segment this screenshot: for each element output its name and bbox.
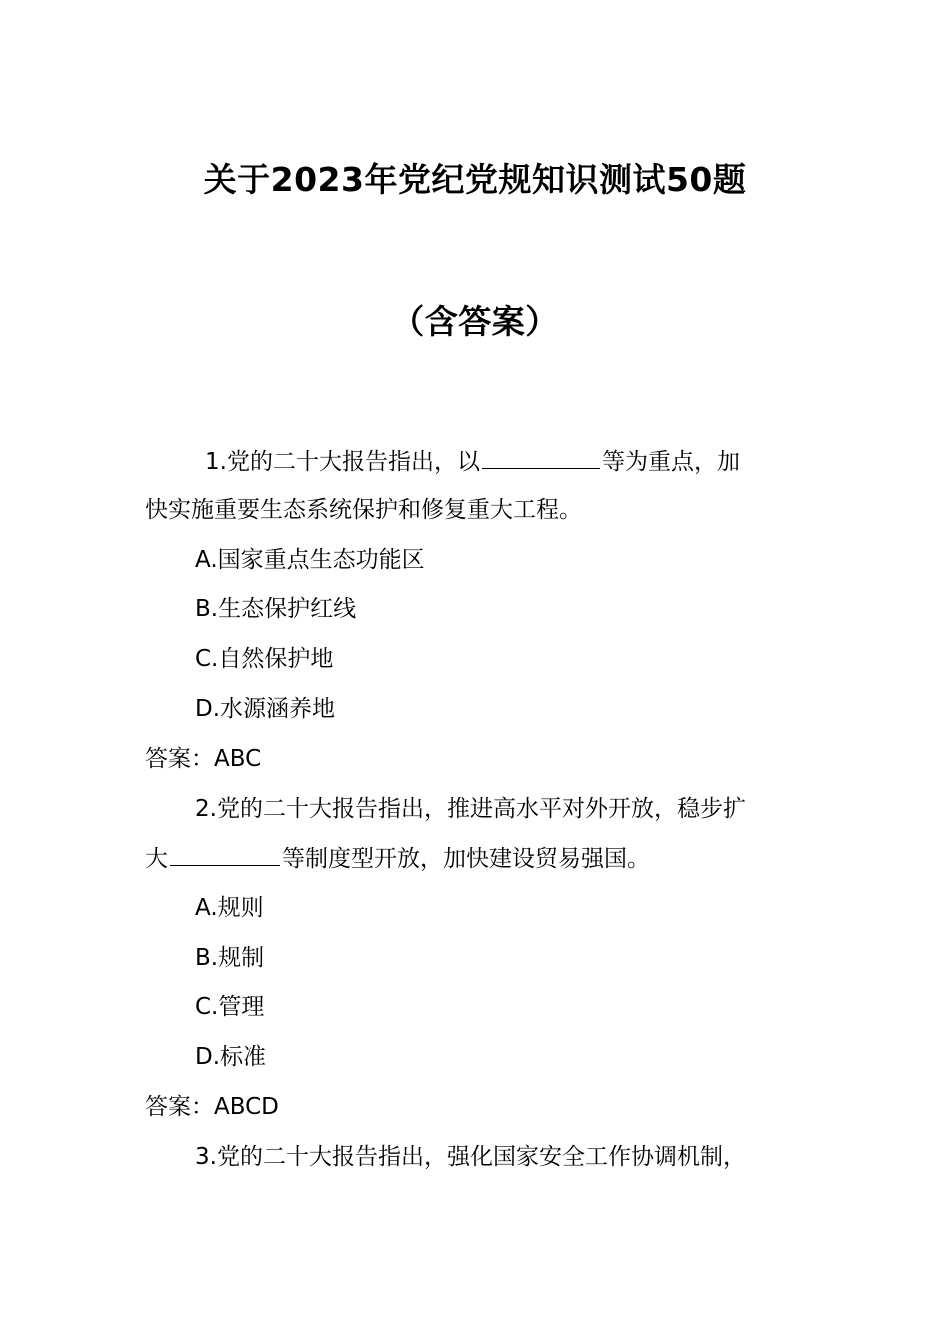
question-2-stem-line-1: 2.党的二十大报告指出，推进高水平对外开放，稳步扩	[195, 796, 746, 822]
question-2-stem-text-before: 大	[145, 846, 168, 872]
question-2-option-c: C.管理	[195, 994, 265, 1020]
question-1-stem-line-2: 快实施重要生态系统保护和修复重大工程。	[145, 497, 582, 523]
question-1-option-d: D.水源涵养地	[195, 696, 336, 722]
question-2-fill-blank	[170, 843, 280, 866]
question-1-stem-text-before: 1.党的二十大报告指出，以	[205, 449, 480, 475]
question-1-option-a: A.国家重点生态功能区	[195, 547, 425, 573]
question-2-stem-text-after: 等制度型开放，加快建设贸易强国。	[282, 846, 650, 872]
question-2-option-a: A.规则	[195, 895, 264, 921]
question-2-answer: 答案：ABCD	[145, 1094, 279, 1120]
question-3-stem-line-1: 3.党的二十大报告指出，强化国家安全工作协调机制，	[195, 1144, 746, 1170]
document-title: 关于2023年党纪党规知识测试50题	[203, 160, 747, 199]
question-1-fill-blank	[482, 446, 600, 469]
question-2-option-b: B.规制	[195, 945, 265, 971]
question-1-option-c: C.自然保护地	[195, 646, 334, 672]
question-2-option-d: D.标准	[195, 1044, 267, 1070]
question-1-option-b: B.生态保护红线	[195, 596, 357, 622]
question-2-stem-line-2	[145, 843, 650, 874]
question-1-stem-line-1	[205, 446, 740, 477]
question-1-stem-text-after: 等为重点，加	[601, 449, 740, 475]
question-1-answer: 答案：ABC	[145, 746, 262, 772]
document-subtitle: （含答案）	[391, 302, 559, 341]
